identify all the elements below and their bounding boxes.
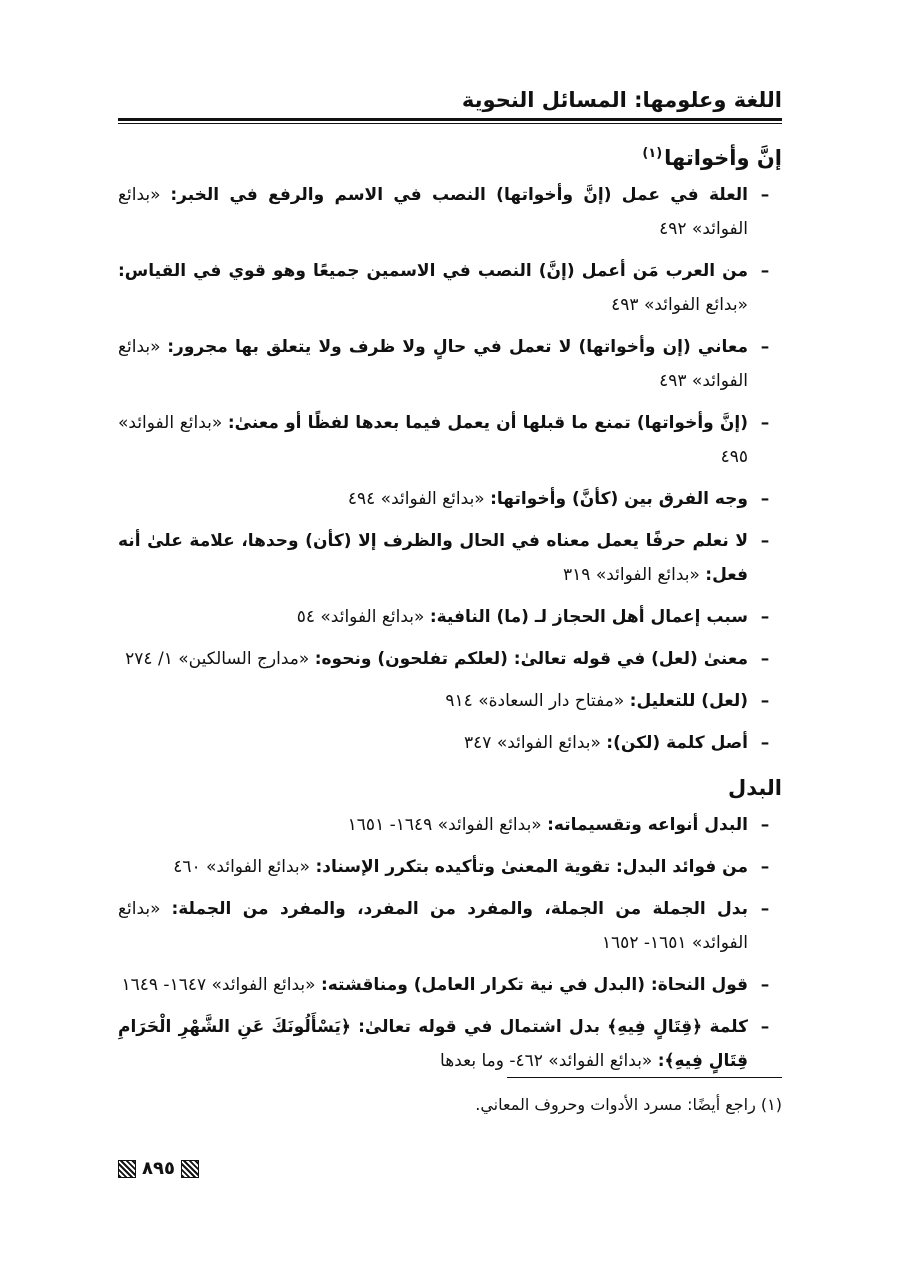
entry-topic: لا نعلم حرفًا يعمل معناه في الحال والظرف إلا (كأن) وحدها، علامة علىٰ أنه فعل: [118,531,748,585]
bullet-dash: – [760,337,770,357]
entry-source: «بدائع الفوائد» ٤٦٠ [173,857,311,877]
list-item [118,892,782,960]
list-item [118,482,782,516]
entry-text [118,968,748,1002]
entry-topic: معنىٰ (لعل) في قوله تعالىٰ: (لعلكم تفلحون) ونحوه: [314,649,748,669]
bullet-dash: – [760,733,770,753]
section-title-inna [118,134,782,178]
section-title-badal [118,768,782,808]
index-content [118,134,782,1086]
list-item [118,254,782,322]
entry-text [118,892,748,960]
entry-text [118,524,748,592]
list-item [118,330,782,398]
list-item [118,1010,782,1078]
list-item [118,684,782,718]
entry-topic: أصل كلمة (لكن): [606,733,748,753]
list-item [118,808,782,842]
header-rule-thick [118,118,782,121]
page-folio [118,1158,199,1179]
entry-source: «مدارج السالكين» ١/ ٢٧٤ [125,649,310,669]
section-title-text: إنَّ وأخواتها [664,146,782,170]
entry-source: «بدائع الفوائد» ٤٩٢ [118,185,748,239]
entry-source: «بدائع الفوائد» ١٦٥١- ١٦٥٢ [118,899,748,953]
header-title: اللغة وعلومها: المسائل النحوية [461,88,782,112]
entry-source: «بدائع الفوائد» ٤٩٤ [347,489,485,509]
entry-topic: (لعل) للتعليل: [629,691,748,711]
section-title-text: البدل [727,776,782,800]
entry-text [118,254,748,322]
ornament-icon [118,1160,136,1178]
entry-text [118,808,748,842]
entry-source: «بدائع الفوائد» ٤٩٣ [118,337,748,391]
list-item [118,406,782,474]
bullet-dash: – [760,691,770,711]
entry-topic: وجه الفرق بين (كأنَّ) وأخواتها: [490,489,748,509]
footnote-text: راجع أيضًا: مسرد الأدوات وحروف المعاني. [475,1095,756,1114]
entry-text [118,726,748,760]
entry-topic: كلمة ﴿قِتَالٍ فِيهِ﴾ بدل اشتمال في قوله تعالىٰ: ﴿يَسْأَلُونَكَ عَنِ الشَّهْرِ الْحَرَامِ قِتَالٍ فِيهِ﴾: [118,1017,748,1071]
entry-topic: البدل أنواعه وتقسيماته: [547,815,748,835]
footnote-ref: (١) [642,146,663,161]
bullet-dash: – [760,815,770,835]
entry-source: «بدائع الفوائد» ٥٤ [296,607,425,627]
bullet-dash: – [760,1017,770,1037]
list-item [118,850,782,884]
entry-text [118,482,748,516]
entry-topic: من فوائد البدل: تقوية المعنىٰ وتأكيده بتكرر الإسناد: [315,857,748,877]
list-item [118,642,782,676]
list-item [118,178,782,246]
bullet-dash: – [760,649,770,669]
entry-topic: قول النحاة: (البدل في نية تكرار العامل) ومناقشته: [320,975,748,995]
list-item [118,524,782,592]
entry-source: «مفتاح دار السعادة» ٩١٤ [445,691,625,711]
entry-source: «بدائع الفوائد» ٤٦٢- وما بعدها [440,1051,653,1071]
ornament-icon [181,1160,199,1178]
bullet-dash: – [760,185,770,205]
bullet-dash: – [760,531,770,551]
entry-text [118,684,748,718]
entry-source: «بدائع الفوائد» ٤٩٣ [611,295,748,315]
footnote-separator [507,1077,782,1078]
bullet-dash: – [760,857,770,877]
entry-topic: معاني (إن وأخواتها) لا تعمل في حالٍ ولا ظرف ولا يتعلق بها مجرور: [167,337,749,357]
running-header [118,84,782,124]
list-item [118,726,782,760]
entry-topic: من العرب مَن أعمل (إنَّ) النصب في الاسمين جميعًا وهو قوي في القياس: [118,261,748,281]
entry-text [118,330,748,398]
entry-source: «بدائع الفوائد» ١٦٤٧- ١٦٤٩ [121,975,316,995]
entry-text [118,406,748,474]
footnote [118,1092,782,1118]
header-rule-thin [118,123,782,124]
entry-topic: (إنَّ وأخواتها) تمنع ما قبلها أن يعمل فيما بعدها لفظًا أو معنىٰ: [227,413,748,433]
entry-text [118,850,748,884]
entry-text [118,600,748,634]
bullet-dash: – [760,489,770,509]
entry-topic: بدل الجملة من الجملة، والمفرد من المفرد، والمفرد من الجملة: [171,899,749,919]
entry-topic: العلة في عمل (إنَّ وأخواتها) النصب في الاسم والرفع في الخبر: [170,185,748,205]
entry-text [118,642,748,676]
page-number: ٨٩٥ [142,1158,175,1179]
bullet-dash: – [760,261,770,281]
entry-source: «بدائع الفوائد» ٣٤٧ [464,733,601,753]
entry-topic: سبب إعمال أهل الحجاز لـ (ما) النافية: [429,607,748,627]
footnote-marker: (١) [760,1095,782,1114]
entry-source: «بدائع الفوائد» ٣١٩ [563,565,700,585]
entry-text [118,1010,748,1078]
entry-text [118,178,748,246]
bullet-dash: – [760,607,770,627]
bullet-dash: – [760,975,770,995]
list-item [118,600,782,634]
entry-source: «بدائع الفوائد» ٤٩٥ [118,413,748,467]
bullet-dash: – [760,899,770,919]
entry-source: «بدائع الفوائد» ١٦٤٩- ١٦٥١ [347,815,542,835]
list-item [118,968,782,1002]
bullet-dash: – [760,413,770,433]
